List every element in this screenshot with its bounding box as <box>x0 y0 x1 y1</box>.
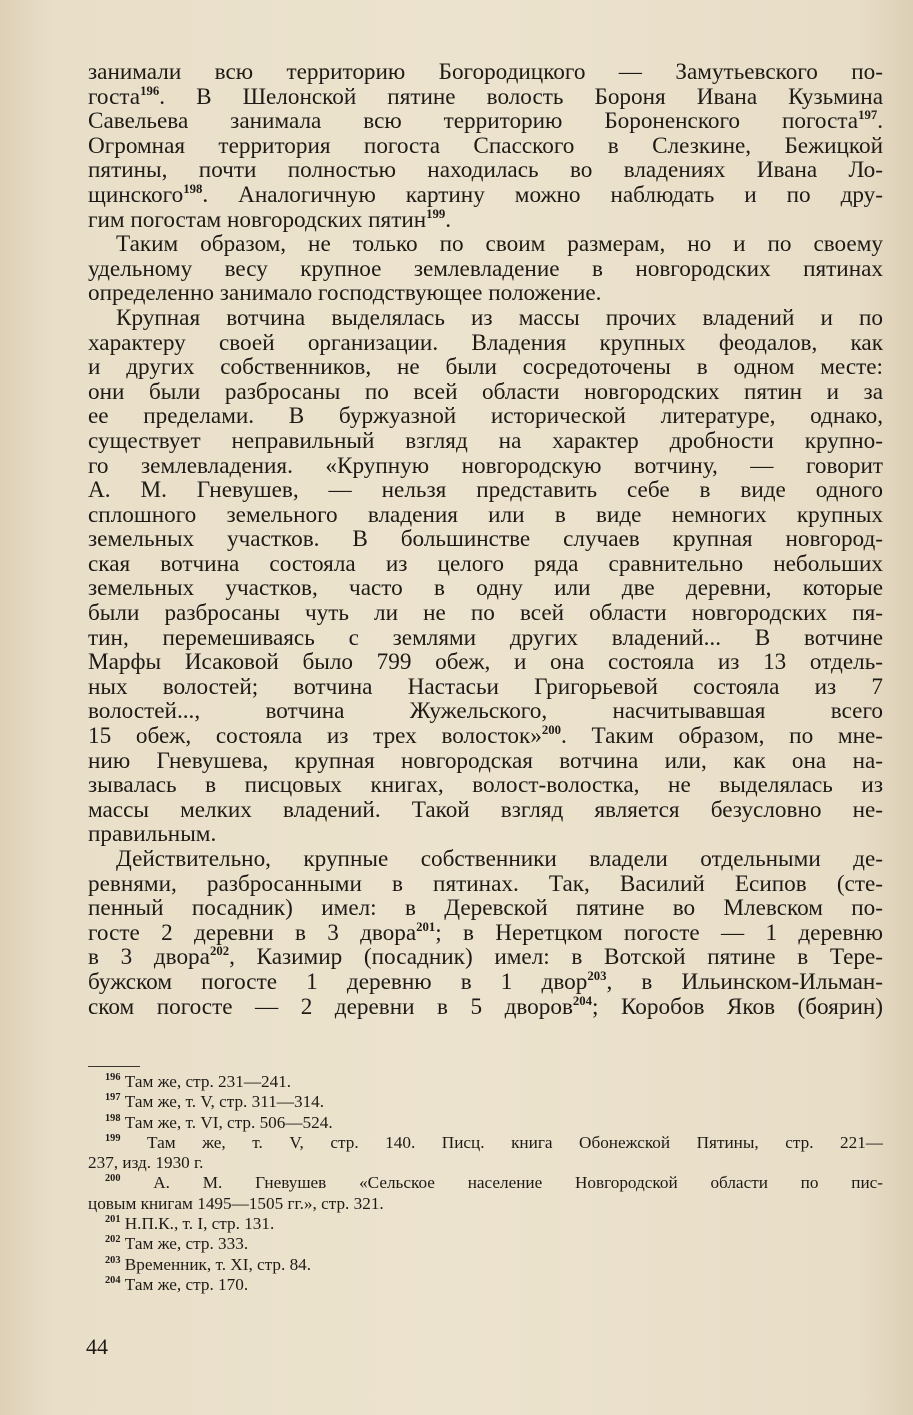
footnote-number: 201 <box>105 1214 121 1225</box>
footnote-text: Н.П.К., т. I, стр. 131. <box>124 1214 275 1234</box>
line-text: и других собственников, не были сосредоточены в одном месте: <box>88 355 883 380</box>
line-text: пятины, почти полностью находилась во владениях Ивана Ло- <box>88 158 883 183</box>
line-text: госта <box>88 84 141 110</box>
footnote-text: Там же, т. V, стр. 140. Писц. книга Обонежской Пятины, стр. 221— <box>147 1132 883 1152</box>
text-line <box>88 281 883 306</box>
footnote <box>88 1072 883 1092</box>
line-text: Огромная территория погоста Спасского в Слезкине, Бежицкой <box>88 133 883 159</box>
text-line <box>88 355 883 380</box>
footnote-text: Там же, т. VI, стр. 506—524. <box>124 1112 333 1132</box>
line-text: госте 2 деревни в 3 двора <box>88 920 417 946</box>
footnote <box>88 1194 883 1214</box>
text-line <box>88 429 883 454</box>
footnote <box>88 1092 883 1112</box>
line-text: Крупная вотчина выделялась из массы прочих владений и по <box>116 305 883 331</box>
text-line <box>88 970 883 995</box>
text-line <box>88 527 883 552</box>
footnote-text: Там же, т. V, стр. 311—314. <box>124 1092 325 1112</box>
footnote-number: 198 <box>105 1112 121 1124</box>
text-line <box>88 773 883 798</box>
line-text: щинского <box>88 182 184 208</box>
footnote <box>88 1133 883 1153</box>
line-text: пенный посадник) имел: в Деревской пятине во Млевском по- <box>88 896 883 921</box>
text-line <box>88 85 883 110</box>
text-line <box>88 699 883 724</box>
line-text: ском погосте — 2 деревни в 5 дворов <box>88 994 573 1020</box>
text-line <box>88 232 883 257</box>
footnote <box>88 1234 883 1254</box>
line-text: ская вотчина состояла из целого ряда сравнительно небольших <box>88 551 883 577</box>
footnote <box>88 1153 883 1173</box>
line-text: земельных участков. В большинстве случаев крупная новгород- <box>88 527 883 552</box>
footnote-ref: 200 <box>541 724 562 738</box>
text-line <box>88 134 883 159</box>
footnote <box>88 1173 883 1193</box>
text-line <box>88 675 883 700</box>
text-line <box>88 208 883 233</box>
line-text-continued: . <box>445 207 452 233</box>
line-text: сплошного земельного владения или в виде немногих крупных <box>88 502 883 528</box>
footnote-number: 197 <box>105 1092 121 1104</box>
footnote-text: Там же, стр. 231—241. <box>124 1072 292 1091</box>
footnotes <box>88 1072 883 1295</box>
line-text: Таким образом, не только по своим размерам, но и по своему <box>116 232 883 257</box>
page-number: 44 <box>86 1334 108 1359</box>
text-line <box>88 896 883 921</box>
text-line <box>88 503 883 528</box>
line-text: волостей..., вотчина Жужельского, насчитывавшая всего <box>88 699 883 725</box>
footnote-text: Временник, т. XI, стр. 84. <box>124 1254 312 1274</box>
line-text: занимали всю территорию Богородицкого — Замутьевского по- <box>88 60 883 85</box>
line-text-continued: . <box>877 109 883 134</box>
footnote-text: 237, изд. 1930 г. <box>88 1153 204 1173</box>
text-line <box>88 109 883 134</box>
text-line <box>88 257 883 282</box>
footnote-ref: 199 <box>426 207 446 221</box>
text-line <box>88 158 883 183</box>
line-text: правильным. <box>88 822 217 847</box>
line-text: Действительно, крупные собственники владели отдельными де- <box>116 847 883 872</box>
text-line <box>88 60 883 85</box>
line-text-continued: , в Ильинском-Ильман- <box>606 969 883 995</box>
footnote-text: Там же, стр. 333. <box>124 1234 249 1254</box>
line-text-continued: . В Шелонской пятине волость Бороня Ивана Кузьмина <box>159 84 883 110</box>
text-line <box>88 995 883 1020</box>
footnote-text: А. М. Гневушев «Сельское население Новгородской области по пис- <box>153 1173 883 1193</box>
footnote-text: Там же, стр. 170. <box>124 1274 249 1294</box>
footnote-number: 200 <box>105 1173 121 1185</box>
footnote-number: 204 <box>105 1274 121 1286</box>
line-text: были разбросаны чуть ли не по всей области новгородских пя- <box>88 601 883 626</box>
text-line <box>88 626 883 651</box>
line-text: нию Гневушева, крупная новгородская вотчина или, как она на- <box>88 748 883 774</box>
text-line <box>88 331 883 356</box>
line-text-continued: ; в Неретцком погосте — 1 деревню <box>435 920 883 946</box>
text-line <box>88 454 883 479</box>
footnote-number: 202 <box>105 1234 121 1246</box>
text-line <box>88 798 883 823</box>
line-text-continued: , Казимир (посадник) имел: в Вотской пятине в Тере- <box>229 945 883 970</box>
footnote-text: цовым книгам 1495—1505 гг.», стр. 321. <box>88 1193 384 1213</box>
line-text: характеру своей организации. Владения крупных феодалов, как <box>88 330 883 356</box>
line-text: бужском погосте 1 деревню в 1 двор <box>88 969 588 995</box>
line-text: массы мелких владений. Такой взгляд является безусловно не- <box>88 797 883 823</box>
footnote <box>88 1255 883 1275</box>
footnote-ref: 197 <box>858 109 878 123</box>
text-line <box>88 724 883 749</box>
text-line <box>88 478 883 503</box>
text-line <box>88 945 883 970</box>
line-text: они были разбросаны по всей области новгородских пятин и за <box>88 379 883 405</box>
text-line <box>88 872 883 897</box>
line-text-continued: . Таким образом, по мне- <box>561 724 883 749</box>
footnote-rule <box>88 1066 140 1067</box>
footnote-ref: 203 <box>587 969 607 984</box>
line-text: 15 обеж, состояла из трех волосток» <box>88 724 542 749</box>
line-text: ных волостей; вотчина Настасьи Григорьевой состояла из 7 <box>88 674 883 700</box>
footnote-ref: 196 <box>140 84 160 98</box>
footnote-number: 203 <box>105 1254 121 1266</box>
line-text: ее пределами. В буржуазной исторической литературе, однако, <box>88 404 883 429</box>
footnote-ref: 198 <box>183 182 203 197</box>
line-text: го землевладения. «Крупную новгородскую вотчину, — говорит <box>88 453 883 479</box>
text-line <box>88 847 883 872</box>
text-line <box>88 404 883 429</box>
text-line <box>88 306 883 331</box>
footnote <box>88 1214 883 1234</box>
line-text: тин, перемешиваясь с землями других владений... В вотчине <box>88 625 883 651</box>
text-line <box>88 380 883 405</box>
line-text-continued: . Аналогичную картину можно наблюдать и по дру- <box>202 182 883 208</box>
footnote-number: 199 <box>105 1132 121 1144</box>
footnote-ref: 201 <box>416 920 436 934</box>
line-text: А. М. Гневушев, — нельзя представить себе в виде одного <box>88 478 883 503</box>
footnote-number: 196 <box>105 1072 121 1083</box>
line-text-continued: ; Коробов Яков (боярин) <box>592 994 883 1020</box>
line-text: определенно занимало господствующее положение. <box>88 281 602 306</box>
text-line <box>88 822 883 847</box>
footnote-ref: 202 <box>209 945 230 959</box>
footnote <box>88 1275 883 1295</box>
text-line <box>88 921 883 946</box>
text-line <box>88 749 883 774</box>
line-text: удельному весу крупное землевладение в новгородских пятинах <box>88 256 883 282</box>
text-line <box>88 601 883 626</box>
line-text: Марфы Исаковой было 799 обеж, и она состояла из 13 отдель- <box>88 650 883 675</box>
line-text: в 3 двора <box>88 945 210 970</box>
footnote <box>88 1113 883 1133</box>
main-text <box>88 60 883 1019</box>
line-text: зывалась в писцовых книгах, волост-волостка, не выделялась из <box>88 773 883 798</box>
text-line <box>88 183 883 208</box>
line-text: Савельева занимала всю территорию Бороненского погоста <box>88 109 859 134</box>
line-text: гим погостам новгородских пятин <box>88 207 427 233</box>
footnote-ref: 204 <box>572 994 593 1008</box>
text-line <box>88 650 883 675</box>
line-text: ревнями, разбросанными в пятинах. Так, Василий Есипов (сте- <box>88 871 883 897</box>
text-line <box>88 552 883 577</box>
line-text: земельных участков, часто в одну или две деревни, которые <box>88 576 883 602</box>
text-line <box>88 576 883 601</box>
line-text: существует неправильный взгляд на характер дробности крупно- <box>88 428 883 454</box>
